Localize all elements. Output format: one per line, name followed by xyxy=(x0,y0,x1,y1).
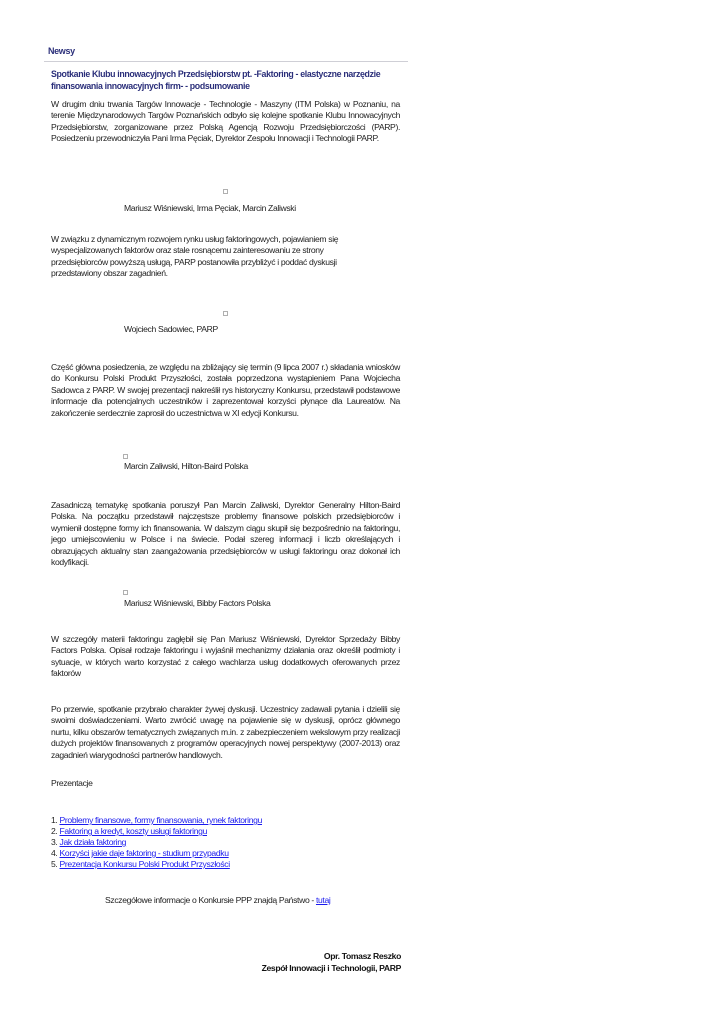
photo-placeholder-4 xyxy=(123,590,128,595)
article-title: Spotkanie Klubu innowacyjnych Przedsiębiorstw pt. -Faktoring - elastyczne narzędzie finansowania innowacyjnych firm- - podsumowanie xyxy=(51,69,381,91)
list-item-number: 4. xyxy=(51,848,58,858)
list-item-number: 3. xyxy=(51,837,58,847)
paragraph-line: wyspecjalizowanych faktorów oraz stale rosnącemu zainteresowaniu ze strony xyxy=(51,245,324,256)
list-item xyxy=(51,848,262,859)
presentations-heading: Prezentacje xyxy=(51,778,93,788)
section-header: Newsy xyxy=(48,46,75,56)
photo-caption-3: Marcin Zaliwski, Hilton-Baird Polska xyxy=(124,461,248,471)
photo-caption-2: Wojciech Sadowiec, PARP xyxy=(124,324,218,334)
photo-placeholder-1 xyxy=(223,189,228,194)
paragraph-main: Część główna posiedzenia, ze względu na zbliżający się termin (9 lipca 2007 r.) składania wniosków do Konkursu Polski Produkt Przyszłości, została poprzedzona wystąpieniem Pana Wojciecha Sadowca z PARP. W swojej prezentacji nakreślił rys historyczny Konkursu, przedstawił podstawowe informacje dla potencjalnych uczestników i zaprezentował korzyści płynące dla Laureatów. Na zakończenie serdecznie zaprosił do uczestnictwa w XI edycji Konkursu. xyxy=(51,362,400,418)
more-info-link[interactable]: tutaj xyxy=(315,895,331,905)
paragraph-line: przedstawiony obszar zagadnień. xyxy=(51,268,168,279)
photo-placeholder-3 xyxy=(123,454,128,459)
paragraph-wisniewski: W szczegóły materii faktoringu zagłębił się Pan Mariusz Wiśniewski, Dyrektor Sprzedaży Bibby Factors Polska. Opisał rodzaje faktoringu i wyjaśnił mechanizmy działania oraz określił podmioty i sytuacje, w których warto korzystać z całego wachlarza usług dodatkowych oferowanych przez faktorów xyxy=(51,634,400,679)
paragraph-context xyxy=(51,234,400,280)
list-item-number: 5. xyxy=(51,859,58,869)
photo-caption-1: Mariusz Wiśniewski, Irma Pęciak, Marcin Zaliwski xyxy=(124,203,296,213)
photo-placeholder-2 xyxy=(223,311,228,316)
more-info-text: Szczegółowe informacje o Konkursie PPP znajdą Państwo - xyxy=(105,895,316,905)
more-info-line xyxy=(105,895,330,906)
paragraph-line: W związku z dynamicznym rozwojem rynku usług faktoringowych, pojawianiem się xyxy=(51,234,339,244)
author-unit: Zespół Innowacji i Technologii, PARP xyxy=(261,963,401,973)
list-item xyxy=(51,837,262,848)
header-divider xyxy=(44,61,408,62)
paragraph-zaliwski: Zasadniczą tematykę spotkania poruszył Pan Marcin Zaliwski, Dyrektor Generalny Hilton-Baird Polska. Na początku przedstawił najczęstsze problemy finansowe polskich przedsiębiorców i wymienił dostępne formy ich finansowania. W dalszym ciągu skupił się bezpośrednio na faktoringu, jego umiejscowieniu w Polsce i na świecie. Podał szereg informacji i liczb określających i obrazujących aktualny stan zaangażowania przedsiębiorców w usługi faktoringu oraz dokonał ich kodyfikacji. xyxy=(51,500,400,568)
presentations-list xyxy=(51,815,262,870)
author-name: Opr. Tomasz Reszko xyxy=(323,951,401,961)
paragraph-discussion: Po przerwie, spotkanie przybrało charakter żywej dyskusji. Uczestnicy zadawali pytania i dzielili się swoimi doświadczeniami. Warto zwrócić uwagę na pojawienie się w dyskusji, oprócz głównego nurtu, kilku obszarów tematycznych związanych m.in. z zabezpieczeniem wekslowym przy realizacji dużych projektów finansowanych z programów operacyjnych nowej perspektywy (2007-2013) oraz zagadnień wiarygodności partnerów handlowych. xyxy=(51,704,400,760)
list-item xyxy=(51,815,262,826)
presentation-link-3[interactable]: Jak działa faktoring xyxy=(59,837,127,847)
list-item xyxy=(51,859,262,870)
list-item-number: 1. xyxy=(51,815,58,825)
presentation-link-5[interactable]: Prezentacja Konkursu Polski Produkt Przyszłości xyxy=(59,859,230,869)
photo-caption-4: Mariusz Wiśniewski, Bibby Factors Polska xyxy=(124,598,271,608)
list-item-number: 2. xyxy=(51,826,58,836)
presentation-link-1[interactable]: Problemy finansowe, formy finansowania, rynek faktoringu xyxy=(59,815,263,825)
presentation-link-2[interactable]: Faktoring a kredyt, koszty usługi faktoringu xyxy=(59,826,207,836)
paragraph-line: przedsiębiorców powyższą usługą, PARP postanowiła przybliżyć i poddać dyskusji xyxy=(51,256,337,267)
list-item xyxy=(51,826,262,837)
paragraph-intro: W drugim dniu trwania Targów Innowacje - Technologie - Maszyny (ITM Polska) w Poznaniu, na terenie Międzynarodowych Targów Poznańskich odbyło się kolejne spotkanie Klubu Innowacyjnych Przedsiębiorstw, zorganizowane przez Polską Agencją Rozwoju Przedsiębiorczości (PARP). Posiedzeniu przewodniczyła Pani Irma Pęciak, Dyrektor Zespołu Innowacji i Technologii PARP. xyxy=(51,99,400,144)
presentation-link-4[interactable]: Korzyści jakie daje faktoring - studium przypadku xyxy=(59,848,229,858)
